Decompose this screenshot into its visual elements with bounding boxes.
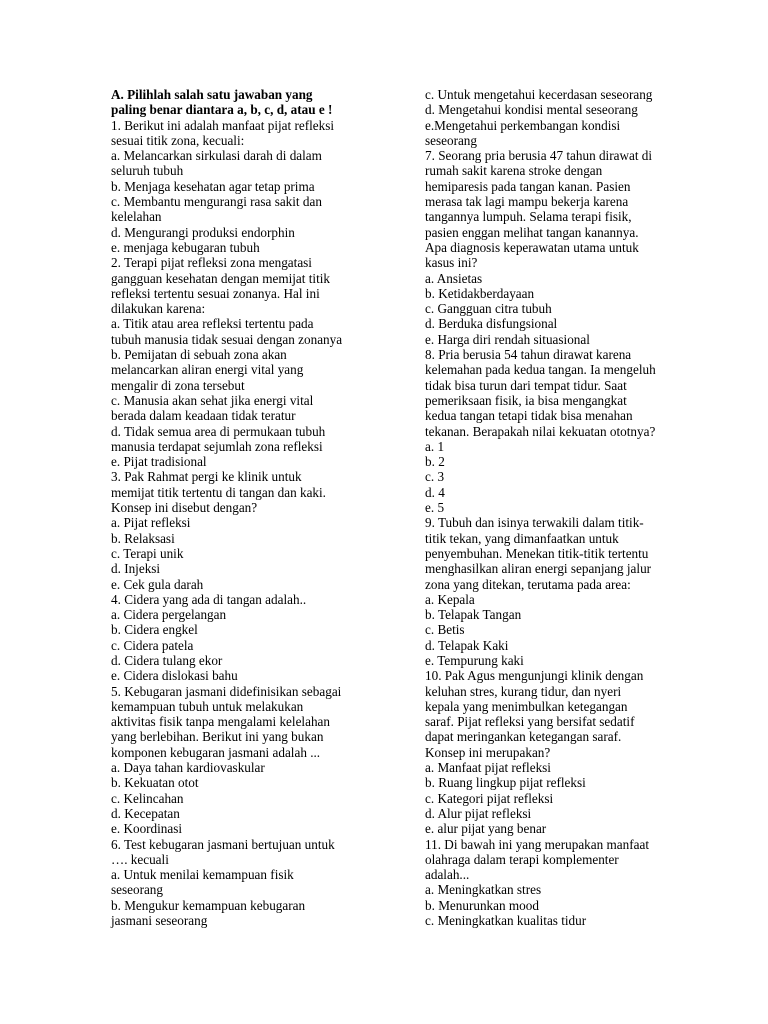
right-text-line: a. Kepala	[425, 591, 475, 607]
right-text-line: c. Kategori pijat refleksi	[425, 790, 554, 806]
right-text-line: e.Mengetahui perkembangan kondisi	[425, 117, 621, 133]
right-text-line: 10. Pak Agus mengunjungi klinik dengan	[425, 668, 644, 684]
right-text-line: 7. Seorang pria berusia 47 tahun dirawat di	[425, 148, 653, 164]
left-column	[111, 87, 373, 928]
left-text-line: sesuai titik zona, kecuali:	[111, 132, 245, 148]
left-text-line: …. kecuali	[111, 851, 169, 867]
left-text-line: b. Kekuatan otot	[111, 775, 199, 791]
right-text-line: c. 3	[425, 469, 445, 485]
right-text-line: b. Ketidakberdayaan	[425, 285, 535, 301]
left-text-line: e. Pijat tradisional	[111, 454, 207, 470]
left-text-line: d. Injeksi	[111, 561, 161, 577]
right-text-line: d. 4	[425, 484, 445, 500]
left-text-line: aktivitas fisik tanpa mengalami kelelahan	[111, 714, 330, 730]
right-text-line: c. Untuk mengetahui kecerdasan seseorang	[425, 87, 653, 102]
left-text-line: a. Titik atau area refleksi tertentu pada	[111, 316, 314, 332]
left-text-line: a. Cidera pergelangan	[111, 607, 227, 623]
left-text-line: b. Pemijatan di sebuah zona akan	[111, 347, 287, 363]
right-text-line: kepala yang menimbulkan ketegangan	[425, 698, 628, 714]
left-text-line: b. Mengukur kemampuan kebugaran	[111, 897, 306, 913]
left-text-line: seluruh tubuh	[111, 163, 184, 179]
section-heading-line: paling benar diantara a, b, c, d, atau e !	[111, 102, 333, 118]
left-text-line: c. Terapi unik	[111, 545, 184, 561]
right-text-line: d. Alur pijat refleksi	[425, 805, 532, 821]
left-text-line: gangguan kesehatan dengan memijat titik	[111, 270, 330, 286]
right-text-line: e. 5	[425, 500, 445, 516]
right-text-line: a. 1	[425, 438, 445, 454]
right-text-line: c. Gangguan citra tubuh	[425, 301, 552, 317]
right-text-line: dapat meringankan ketegangan saraf.	[425, 729, 622, 745]
right-text-line: hemiparesis pada tangan kanan. Pasien	[425, 178, 631, 194]
right-text-line: b. Ruang lingkup pijat refleksi	[425, 775, 586, 791]
right-text-line: c. Betis	[425, 622, 465, 638]
left-text-line: c. Cidera patela	[111, 637, 194, 653]
left-text-line: kemampuan tubuh untuk melakukan	[111, 698, 304, 714]
right-text-line: e. alur pijat yang benar	[425, 821, 547, 837]
left-text-line: e. Cidera dislokasi bahu	[111, 668, 238, 684]
left-text-line: seseorang	[111, 882, 163, 898]
right-text-line: b. Menurunkan mood	[425, 897, 539, 913]
right-text-line: kelemahan pada kedua tangan. Ia mengeluh	[425, 362, 656, 378]
left-text-line: tubuh manusia tidak sesuai dengan zonanya	[111, 331, 343, 347]
left-text-line: a. Untuk menilai kemampuan fisik	[111, 867, 294, 883]
right-text-line: keluhan stres, kurang tidur, dan nyeri	[425, 683, 622, 699]
right-text-line: tangannya lumpuh. Selama terapi fisik,	[425, 209, 632, 225]
left-text-line: a. Pijat refleksi	[111, 515, 191, 531]
right-text-line: b. 2	[425, 454, 445, 470]
left-text-line: b. Relaksasi	[111, 530, 175, 546]
right-text-line: pasien enggan melihat tangan kanannya.	[425, 224, 639, 240]
left-text-line: refleksi tertentu sesuai zonanya. Hal ini	[111, 285, 320, 301]
left-text-line: e. Cek gula darah	[111, 576, 204, 592]
left-text-line: d. Tidak semua area di permukaan tubuh	[111, 423, 326, 439]
left-text-line: b. Cidera engkel	[111, 622, 198, 638]
right-text-line: tidak bisa turun dari tempat tidur. Saat	[425, 377, 627, 393]
left-text-line: dilakukan karena:	[111, 301, 206, 317]
right-text-line: e. Harga diri rendah situasional	[425, 331, 590, 347]
left-text-line: berada dalam keadaan tidak teratur	[111, 408, 296, 424]
left-text-line: Konsep ini disebut dengan?	[111, 500, 258, 516]
left-text-line: a. Melancarkan sirkulasi darah di dalam	[111, 148, 322, 164]
left-text-line: memijat titik tertentu di tangan dan kaki.	[111, 484, 326, 500]
right-text-line: kasus ini?	[425, 255, 478, 271]
left-text-line: 4. Cidera yang ada di tangan adalah..	[111, 591, 307, 607]
right-text-line: Apa diagnosis keperawatan utama untuk	[425, 239, 639, 255]
right-text-line: d. Mengetahui kondisi mental seseorang	[425, 102, 638, 118]
right-text-line: penyembuhan. Menekan titik-titik tertentu	[425, 545, 649, 561]
right-text-line: seseorang	[425, 132, 477, 148]
section-heading-line: A. Pilihlah salah satu jawaban yang	[111, 87, 313, 102]
right-text-line: 11. Di bawah ini yang merupakan manfaat	[425, 836, 649, 852]
right-text-line: a. Meningkatkan stres	[425, 882, 542, 898]
right-text-line: adalah...	[425, 867, 470, 883]
left-text-line: e. Koordinasi	[111, 821, 183, 837]
right-text-line: rumah sakit karena stroke dengan	[425, 163, 603, 179]
left-text-line: d. Kecepatan	[111, 805, 180, 821]
left-text-line: 5. Kebugaran jasmani didefinisikan sebagai	[111, 683, 342, 699]
left-text-line: b. Menjaga kesehatan agar tetap prima	[111, 178, 315, 194]
right-text-line: Konsep ini merupakan?	[425, 744, 551, 760]
left-text-line: 2. Terapi pijat refleksi zona mengatasi	[111, 255, 312, 271]
right-text-line: olahraga dalam terapi komplementer	[425, 851, 619, 867]
left-text-line: manusia terdapat sejumlah zona refleksi	[111, 438, 323, 454]
right-text-line: merasa tak lagi mampu bekerja karena	[425, 194, 629, 210]
left-text-line: c. Manusia akan sehat jika energi vital	[111, 392, 314, 408]
left-text-line: d. Cidera tulang ekor	[111, 652, 223, 668]
left-text-line: kelelahan	[111, 209, 162, 225]
right-text-line: d. Telapak Kaki	[425, 637, 509, 653]
right-text-line: menghasilkan aliran energi sepanjang jalur	[425, 561, 652, 577]
left-text-line: c. Kelincahan	[111, 790, 184, 806]
left-text-line: melancarkan aliran energi vital yang	[111, 362, 304, 378]
left-text-line: a. Daya tahan kardiovaskular	[111, 760, 265, 776]
right-text-line: 9. Tubuh dan isinya terwakili dalam titik-	[425, 515, 644, 531]
left-text-line: e. menjaga kebugaran tubuh	[111, 239, 260, 255]
left-text-line: c. Membantu mengurangi rasa sakit dan	[111, 194, 322, 210]
right-text-line: b. Telapak Tangan	[425, 607, 522, 623]
left-text-line: komponen kebugaran jasmani adalah ...	[111, 744, 321, 760]
right-text-line: zona yang ditekan, terutama pada area:	[425, 576, 631, 592]
left-text-line: d. Mengurangi produksi endorphin	[111, 224, 295, 240]
right-text-line: pemeriksaan fisik, ia bisa mengangkat	[425, 392, 627, 408]
left-text-line: 1. Berikut ini adalah manfaat pijat refleksi	[111, 117, 335, 133]
left-text-line: yang berlebihan. Berikut ini yang bukan	[111, 729, 324, 745]
right-text-line: 8. Pria berusia 54 tahun dirawat karena	[425, 347, 632, 363]
right-text-line: saraf. Pijat refleksi yang bersifat sedatif	[425, 714, 635, 730]
right-column	[425, 87, 687, 928]
right-text-line: tekanan. Berapakah nilai kekuatan ototnya?	[425, 423, 656, 439]
left-text-line: 6. Test kebugaran jasmani bertujuan untuk	[111, 836, 335, 852]
right-text-line: e. Tempurung kaki	[425, 652, 524, 668]
left-text-line: 3. Pak Rahmat pergi ke klinik untuk	[111, 469, 302, 485]
right-text-line: d. Berduka disfungsional	[425, 316, 558, 332]
right-text-line: a. Manfaat pijat refleksi	[425, 760, 551, 776]
right-text-line: a. Ansietas	[425, 270, 483, 286]
right-text-line: titik tekan, yang dimanfaatkan untuk	[425, 530, 619, 546]
left-text-line: mengalir di zona tersebut	[111, 377, 245, 393]
right-text-line: c. Meningkatkan kualitas tidur	[425, 913, 587, 929]
left-text-line: jasmani seseorang	[111, 913, 208, 929]
right-text-line: kedua tangan tetapi tidak bisa menahan	[425, 408, 633, 424]
